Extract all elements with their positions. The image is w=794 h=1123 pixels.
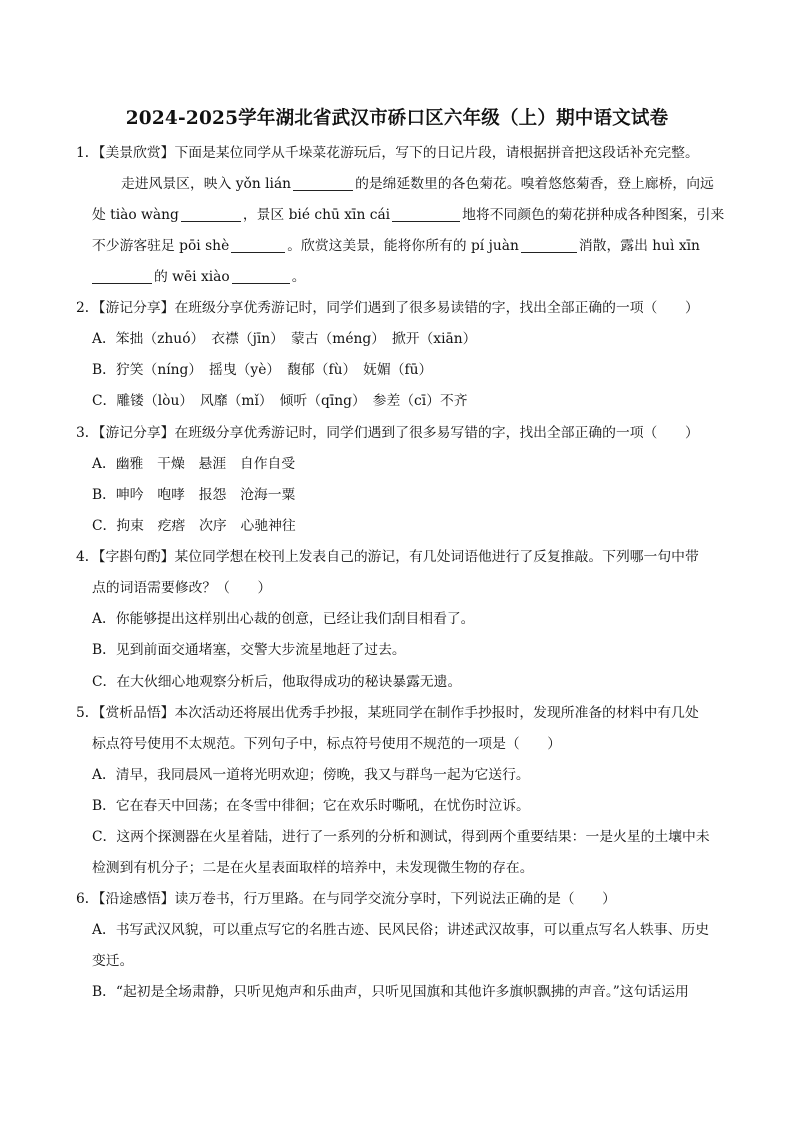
answer-blank[interactable] xyxy=(232,269,290,284)
q2-stem: 2．【游记分享】在班级分享优秀游记时，同学们遇到了很多易读错的字，找出全部正确的一项（ ） xyxy=(76,300,699,316)
answer-blank[interactable] xyxy=(92,269,152,284)
q6-option-a-line1[interactable]: A．书写武汉风貌，可以重点写它的名胜古迹、民风民俗；讲述武汉故事，可以重点写名人轶事、历史 xyxy=(92,922,710,938)
q1-passage-line4 xyxy=(92,267,305,287)
q3-stem: 3．【游记分享】在班级分享优秀游记时，同学们遇到了很多易写错的字，找出全部正确的一项（ ） xyxy=(76,425,699,441)
q4-option-b[interactable]: B．见到前面交通堵塞，交警大步流星地赶了过去。 xyxy=(92,642,406,658)
q1-text: 走进风景区，映入 yǒn lián xyxy=(121,176,292,192)
q1-passage-line1 xyxy=(121,174,714,194)
q1-text: 不少游客驻足 pōi shè xyxy=(92,238,230,254)
q6-option-a-line2: 变迁。 xyxy=(92,953,134,969)
q5-option-c-line1[interactable]: C．这两个探测器在火星着陆，进行了一系列的分析和测试，得到两个重要结果：一是火星的土壤中未 xyxy=(92,829,710,845)
answer-blank[interactable] xyxy=(293,176,353,191)
q5-option-b[interactable]: B．它在春天中回荡；在冬雪中徘徊；它在欢乐时嘶吼，在忧伤时泣诉。 xyxy=(92,798,530,814)
q1-text: ，景区 bié chū xīn cái xyxy=(242,207,391,223)
q1-text: 消散，露出 huì xīn xyxy=(578,238,700,254)
q4-stem-line1: 4．【字斟句酌】某位同学想在校刊上发表自己的游记，有几处词语他进行了反复推敲。下列哪一句中带 xyxy=(76,549,699,565)
q1-text: 处 tiào wàng xyxy=(92,207,179,223)
q3-option-c[interactable]: C．拘束 疙瘩 次序 心驰神往 xyxy=(92,518,296,534)
q4-stem-line2: 点的词语需要修改？（ ） xyxy=(92,580,272,596)
exam-title: 2024-2025学年湖北省武汉市硚口区六年级（上）期中语文试卷 xyxy=(125,108,669,129)
q1-passage-line2 xyxy=(92,205,724,225)
q4-option-a[interactable]: A．你能够提出这样别出心裁的创意，已经让我们刮目相看了。 xyxy=(92,611,475,627)
q1-text: 。欣赏这美景，能将你所有的 pí juàn xyxy=(287,238,519,254)
q5-option-c-line2: 检测到有机分子；二是在火星表面取样的培养中，未发现微生物的存在。 xyxy=(92,860,534,876)
q2-option-c[interactable]: C．雕镂（lòu） 风靡（mǐ） 倾听（qīng） 参差（cī）不齐 xyxy=(92,393,468,409)
q1-stem: 1．【美景欣赏】下面是某位同学从千垛菜花游玩后，写下的日记片段，请根据拼音把这段话补充完整。 xyxy=(76,145,699,161)
q3-option-a[interactable]: A．幽雅 干燥 悬涯 自作自受 xyxy=(92,456,296,472)
answer-blank[interactable] xyxy=(231,238,285,253)
answer-blank[interactable] xyxy=(181,207,241,222)
q5-option-a[interactable]: A．清早，我同晨风一道将光明欢迎；傍晚，我又与群鸟一起为它送行。 xyxy=(92,767,530,783)
q6-option-b-line1[interactable]: B．“起初是全场肃静，只听见炮声和乐曲声，只听见国旗和其他许多旗帜飘拂的声音。”这句话运用 xyxy=(92,984,689,1000)
q1-text: 地将不同颜色的菊花拼种成各种图案，引来 xyxy=(462,207,725,223)
answer-blank[interactable] xyxy=(521,238,577,253)
q6-stem: 6．【沿途感悟】读万卷书，行万里路。在与同学交流分享时，下列说法正确的是（ ） xyxy=(76,891,616,907)
q1-text: 的是绵延数里的各色菊花。嗅着悠悠菊香，登上廊桥，向远 xyxy=(355,176,714,192)
q1-text: 的 wēi xiào xyxy=(154,269,230,285)
q5-stem-line1: 5．【赏析品悟】本次活动还将展出优秀手抄报，某班同学在制作手抄报时，发现所准备的材料中有几处 xyxy=(76,705,699,721)
q1-passage-line3 xyxy=(92,236,700,256)
q3-option-b[interactable]: B．呻吟 咆哮 报怨 沧海一粟 xyxy=(92,487,296,503)
q1-text: 。 xyxy=(291,269,306,285)
q2-option-a[interactable]: A．笨拙（zhuó） 衣襟（jīn） 蒙古（méng） 掀开（xiān） xyxy=(92,331,477,347)
q2-option-b[interactable]: B．狞笑（níng） 摇曳（yè） 馥郁（fù） 妩媚（fū） xyxy=(92,362,433,378)
answer-blank[interactable] xyxy=(392,207,460,222)
q4-option-c[interactable]: C．在大伙细心地观察分析后，他取得成功的秘诀暴露无遗。 xyxy=(92,674,462,690)
q5-stem-line2: 标点符号使用不太规范。下列句子中，标点符号使用不规范的一项是（ ） xyxy=(92,736,562,752)
